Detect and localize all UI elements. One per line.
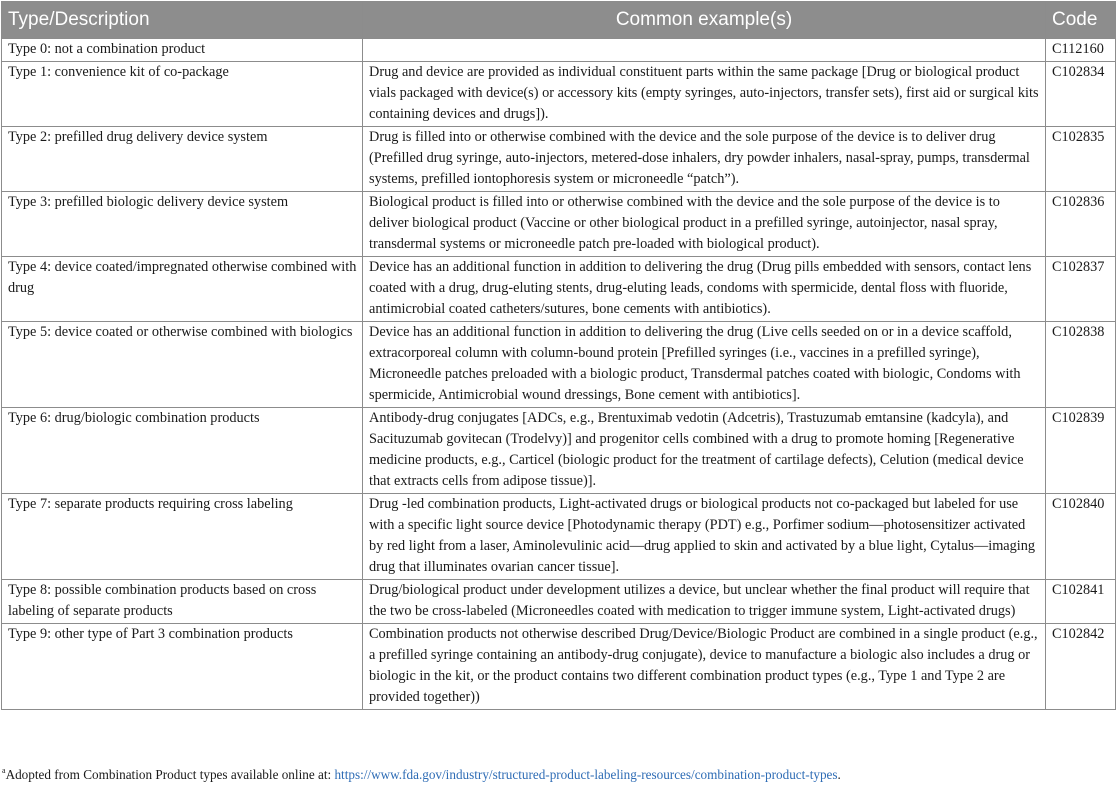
example-cell: Device has an additional function in addition to delivering the drug (Drug pills embedded with sensors, contact lens coated with a drug, drug-eluting stents, drug-eluting leads, condoms with spermicide, dental floss with fluoride, antimicrobial coated catheters/sutures, bone cements with antibiotics). [363, 257, 1046, 322]
code-cell: C102842 [1046, 624, 1116, 710]
table-row [2, 257, 1116, 322]
header-code: Code [1046, 2, 1116, 39]
table-row [2, 322, 1116, 408]
type-cell: Type 6: drug/biologic combination products [2, 408, 363, 494]
example-cell [363, 39, 1046, 62]
fda-source-link[interactable]: https://www.fda.gov/industry/structured-product-labeling-resources/combination-product-types [334, 767, 838, 782]
code-cell: C102834 [1046, 62, 1116, 127]
type-cell: Type 4: device coated/impregnated otherwise combined with drug [2, 257, 363, 322]
type-cell: Type 9: other type of Part 3 combination products [2, 624, 363, 710]
table-row [2, 494, 1116, 580]
code-cell: C102839 [1046, 408, 1116, 494]
code-cell: C112160 [1046, 39, 1116, 62]
type-cell: Type 7: separate products requiring cross labeling [2, 494, 363, 580]
example-cell: Combination products not otherwise described Drug/Device/Biologic Product are combined in a single product (e.g., a prefilled syringe containing an antibody-drug conjugate), device to manufacture a biologic also includes a drug or biologic in the kit, or the product contains two different combination product types (e.g., Type 1 and Type 2 are provided together)) [363, 624, 1046, 710]
footnote-text: Adopted from Combination Product types available online at: [5, 767, 335, 782]
type-cell: Type 8: possible combination products based on cross labeling of separate products [2, 580, 363, 624]
example-cell: Drug -led combination products, Light-activated drugs or biological products not co-packaged but labeled for use with a specific light source device [Photodynamic therapy (PDT) e.g., Porfimer sodium—photosensitizer activated by red light from a laser, Aminolevulinic acid—drug applied to skin and activated by a blue light, Cytalus—imaging drug that illuminates ovarian cancer tissue]. [363, 494, 1046, 580]
type-cell: Type 1: convenience kit of co-package [2, 62, 363, 127]
code-cell: C102841 [1046, 580, 1116, 624]
table-row [2, 624, 1116, 710]
example-cell: Biological product is filled into or otherwise combined with the device and the sole purpose of the device is to deliver biological product (Vaccine or other biological product in a prefilled syringe, autoinjector, nasal spray, transdermal systems or microneedle patch pre-loaded with biological product). [363, 192, 1046, 257]
table-row [2, 580, 1116, 624]
type-cell: Type 0: not a combination product [2, 39, 363, 62]
code-cell: C102838 [1046, 322, 1116, 408]
header-common-examples: Common example(s) [363, 2, 1046, 39]
table-row [2, 408, 1116, 494]
code-cell: C102835 [1046, 127, 1116, 192]
type-cell: Type 3: prefilled biologic delivery device system [2, 192, 363, 257]
combination-product-table [1, 1, 1116, 710]
header-type-description: Type/Description [2, 2, 363, 39]
table-row [2, 39, 1116, 62]
example-cell: Drug and device are provided as individual constituent parts within the same package [Drug or biological product vials packaged with device(s) or accessory kits (empty syringes, auto-injectors, transfer sets), first aid or surgical kits containing devices and drugs]). [363, 62, 1046, 127]
table-header-row [2, 2, 1116, 39]
table-row [2, 127, 1116, 192]
example-cell: Drug is filled into or otherwise combined with the device and the sole purpose of the device is to deliver drug (Prefilled drug syringe, auto-injectors, metered-dose inhalers, dry powder inhalers, nasal-spray, pumps, transdermal systems, prefilled iontophoresis system or microneedle “patch”). [363, 127, 1046, 192]
table-row [2, 192, 1116, 257]
footnote-marker: a [2, 766, 6, 775]
example-cell: Antibody-drug conjugates [ADCs, e.g., Brentuximab vedotin (Adcetris), Trastuzumab emtansine (kadcyla), and Sacituzumab govitecan (Trodelvy)] and progenitor cells combined with a drug to promote homing [Regenerative medicine products, e.g., Carticel (biologic product for the treatment of cartilage defects), Celution (medical device that extracts cells from adipose tissue)]. [363, 408, 1046, 494]
code-cell: C102840 [1046, 494, 1116, 580]
code-cell: C102836 [1046, 192, 1116, 257]
example-cell: Drug/biological product under development utilizes a device, but unclear whether the final product will require that the two be cross-labeled (Microneedles coated with medication to trigger immune system, Light-activated drugs) [363, 580, 1046, 624]
type-cell: Type 2: prefilled drug delivery device system [2, 127, 363, 192]
type-cell: Type 5: device coated or otherwise combined with biologics [2, 322, 363, 408]
table-footnote [2, 766, 841, 783]
footnote-end: . [837, 767, 841, 782]
code-cell: C102837 [1046, 257, 1116, 322]
example-cell: Device has an additional function in addition to delivering the drug (Live cells seeded on or in a device scaffold, extracorporeal column with column-bound protein [Prefilled syringes (i.e., vaccines in a prefilled syringe), Microneedle patches preloaded with a biologic product, Transdermal patches coated with biologic, Condoms with spermicide, Antimicrobial wound dressings, Bone cement with antibiotics]. [363, 322, 1046, 408]
table-row [2, 62, 1116, 127]
